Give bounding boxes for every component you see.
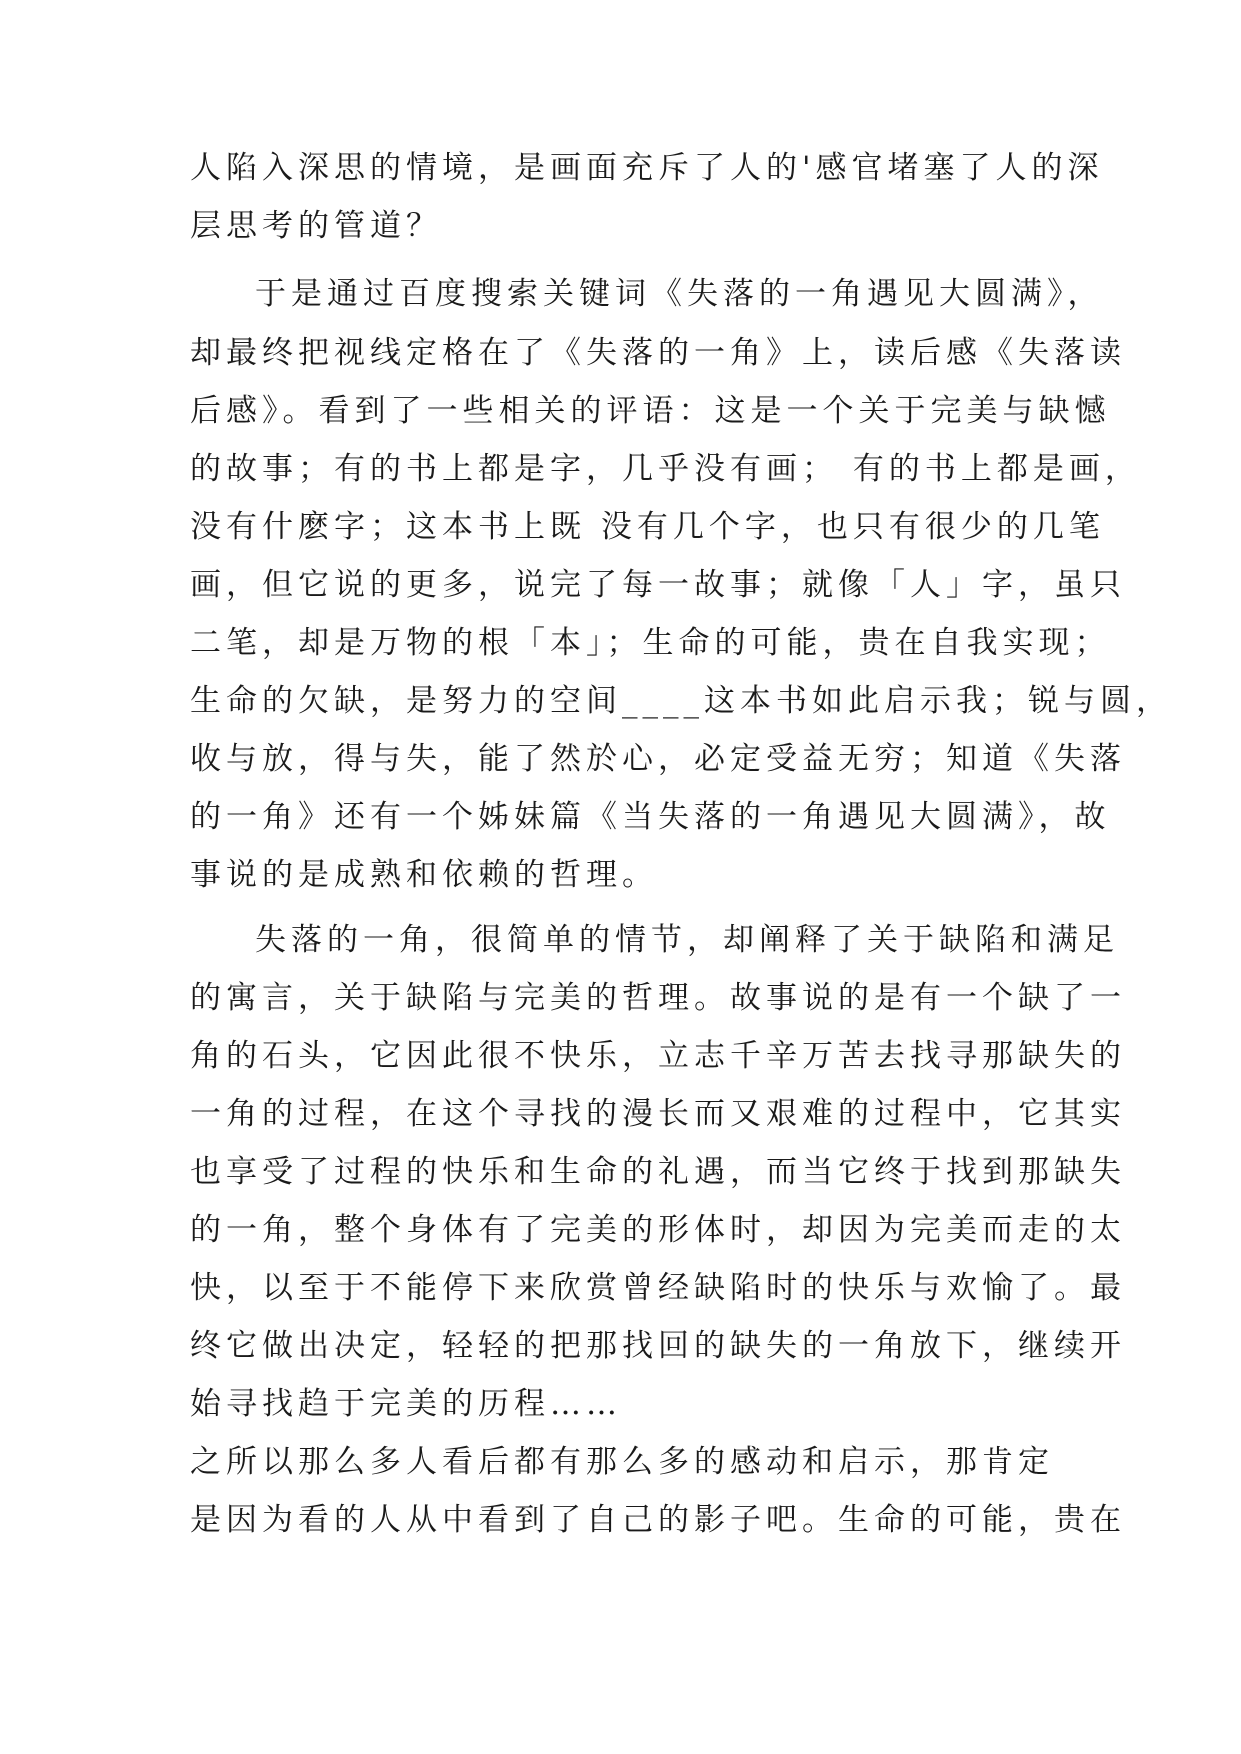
text-line: 事说的是成熟和依赖的哲理。	[190, 857, 658, 893]
text-line: 快，以至于不能停下来欣赏曾经缺陷时的快乐与欢愉了。最	[190, 1270, 1126, 1306]
text-line: 生命的欠缺，是努力的空间____这本书如此启示我；锐与圆，	[190, 683, 1172, 719]
text-line: 没有什麽字；这本书上既 没有几个字，也只有很少的几笔	[190, 509, 1105, 545]
text-line: 的一角，整个身体有了完美的形体时，却因为完美而走的太	[190, 1212, 1126, 1248]
text-line: 后感》。看到了一些相关的评语：这是一个关于完美与缺憾	[190, 393, 1111, 429]
text-line: 收与放，得与失，能了然於心，必定受益无穷；知道《失落	[190, 741, 1126, 777]
text-line: 二笔，却是万物的根「本」；生命的可能，贵在自我实现；	[190, 625, 1111, 661]
text-line: 之所以那么多人看后都有那么多的感动和启示，那肯定	[190, 1444, 1054, 1480]
text-line: 却最终把视线定格在了《失落的一角》上，读后感《失落读	[190, 335, 1126, 371]
text-line: 画，但它说的更多，说完了每一故事；就像「人」字，虽只	[190, 567, 1126, 603]
text-line: 的一角》还有一个姊妹篇《当失落的一角遇见大圆满》，故	[190, 799, 1111, 835]
text-line: 终它做出决定，轻轻的把那找回的缺失的一角放下，继续开	[190, 1328, 1126, 1364]
text-line: 一角的过程，在这个寻找的漫长而又艰难的过程中，它其实	[190, 1096, 1126, 1132]
text-line: 的故事；有的书上都是字，几乎没有画； 有的书上都是画，	[190, 451, 1141, 487]
text-line: 也享受了过程的快乐和生命的礼遇，而当它终于找到那缺失	[190, 1154, 1126, 1190]
paragraph-first-line: 失落的一角，很简单的情节，却阐释了关于缺陷和满足	[255, 922, 1119, 958]
text-line: 始寻找趋于完美的历程……	[190, 1386, 622, 1422]
text-line: 是因为看的人从中看到了自己的影子吧。生命的可能，贵在	[190, 1502, 1126, 1538]
text-line: 角的石头，它因此很不快乐，立志千辛万苦去找寻那缺失的	[190, 1038, 1126, 1074]
text-line: 人陷入深思的情境，是画面充斥了人的'感官堵塞了人的深	[190, 150, 1104, 186]
text-line: 层思考的管道？	[190, 208, 442, 244]
text-line: 的寓言，关于缺陷与完美的哲理。故事说的是有一个缺了一	[190, 980, 1126, 1016]
paragraph-first-line: 于是通过百度搜索关键词《失落的一角遇见大圆满》，	[255, 276, 1104, 312]
